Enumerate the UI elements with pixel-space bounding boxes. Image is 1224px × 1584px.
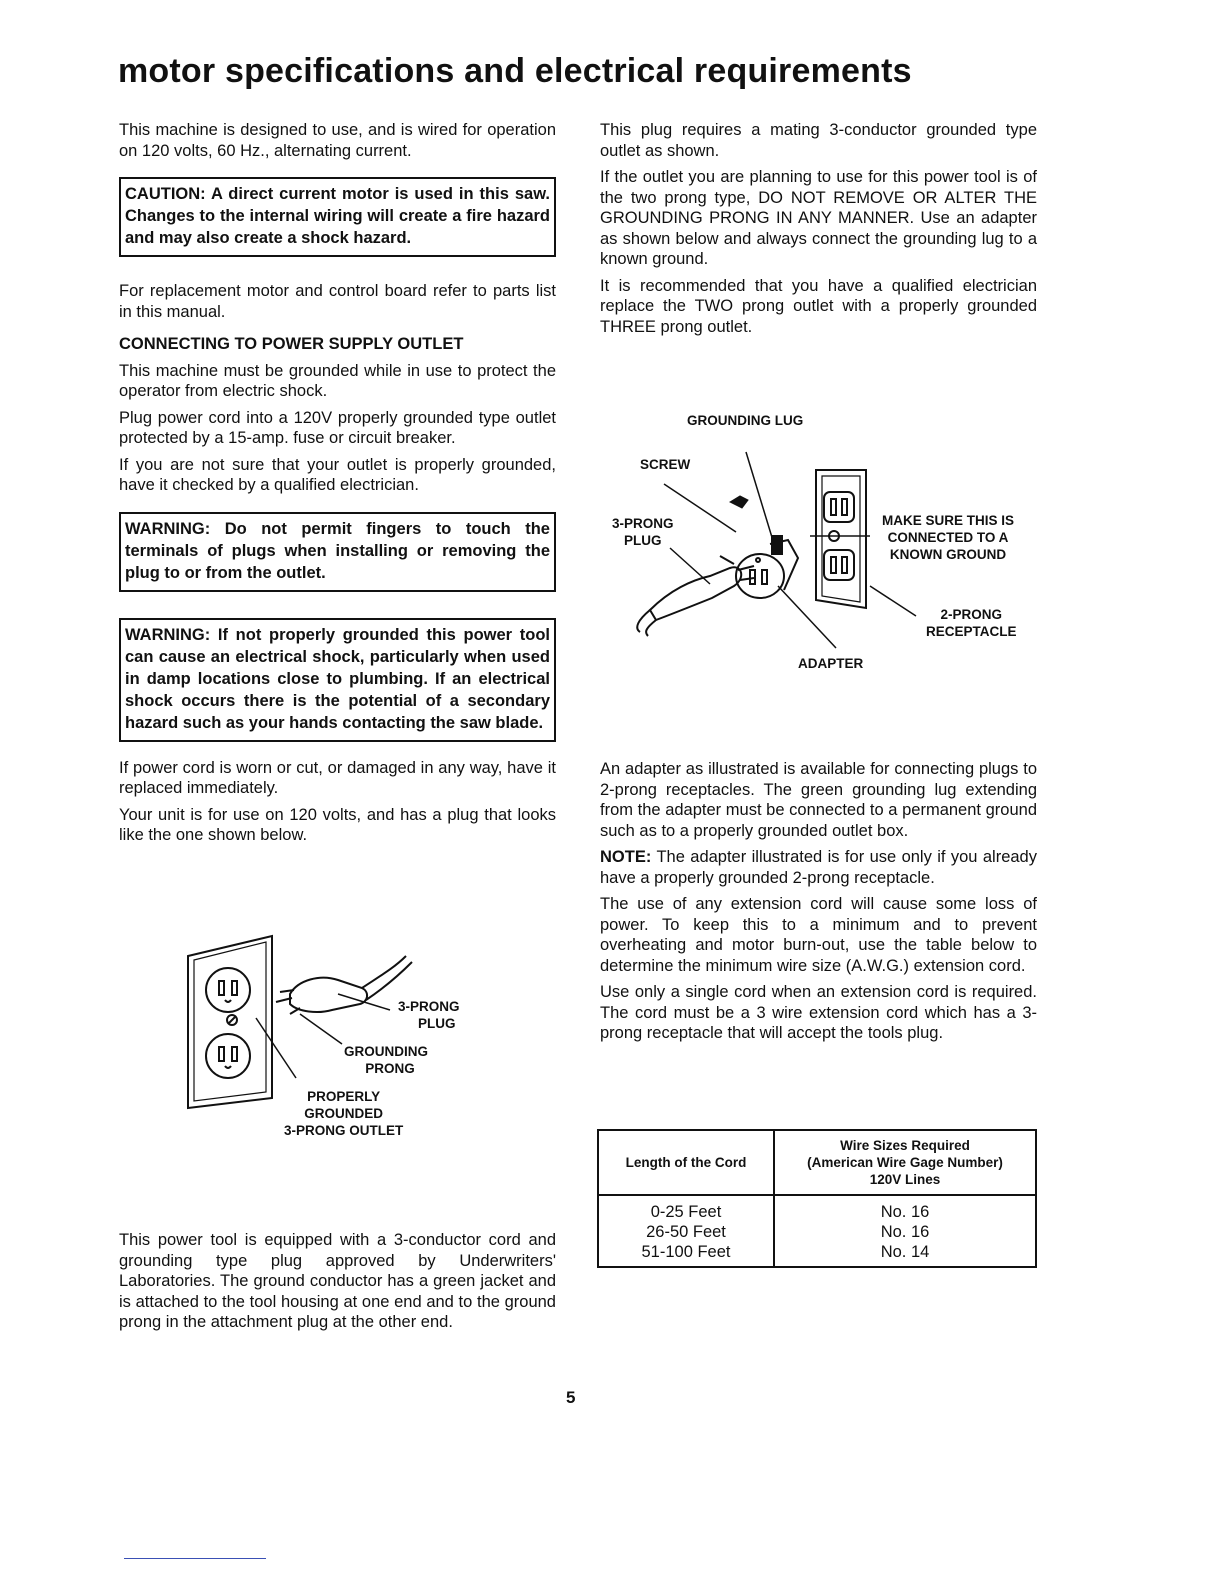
two-prong-paragraph: If the outlet you are planning to use for this power tool is of the two prong type, DO NOT REMOVE OR ALTER THE GROUNDING PRONG IN ANY MANNER. Use an adapter as shown below and always connect the grounding lug to a known ground. bbox=[600, 168, 1037, 268]
section-heading: CONNECTING TO POWER SUPPLY OUTLET bbox=[119, 335, 464, 353]
page-title: motor specifications and electrical requirements bbox=[118, 52, 912, 90]
right-column bbox=[600, 120, 1037, 343]
row-size: No. 14 bbox=[774, 1242, 1036, 1267]
note-text: The adapter illustrated is for use only if you already have a properly grounded 2-prong receptacle. bbox=[600, 848, 1037, 887]
plug-paragraph: Plug power cord into a 120V properly grounded type outlet protected by a 15-amp. fuse or circuit breaker. bbox=[119, 408, 556, 447]
footer-rule bbox=[124, 1558, 266, 1559]
table-row bbox=[598, 1195, 1036, 1222]
fig1-outlet-label: PROPERLY GROUNDED 3-PRONG OUTLET bbox=[284, 1089, 404, 1138]
right-column-lower bbox=[600, 759, 1037, 1050]
single-cord-paragraph: Use only a single cord when an extension cord is required. The cord must be a 3 wire extension cord which has a 3-prong receptacle that will accept the tools plug. bbox=[600, 983, 1037, 1042]
grounded-paragraph: This machine must be grounded while in use to protect the operator from electric shock. bbox=[119, 361, 556, 400]
header-length: Length of the Cord bbox=[598, 1130, 774, 1195]
cord-description-paragraph: This power tool is equipped with a 3-conductor cord and grounding type plug approved by Underwriters' Laboratories. The ground conductor has a green jacket and is attached to the tool housing at one end and to the ground prong in the attachment plug at the other end. bbox=[119, 1231, 556, 1331]
fig2-grounding-lug-label: GROUNDING LUG bbox=[687, 413, 804, 428]
row-length: 0-25 Feet bbox=[598, 1195, 774, 1222]
row-size: No. 16 bbox=[774, 1195, 1036, 1222]
extension-loss-paragraph: The use of any extension cord will cause some loss of power. To keep this to a minimum and to prevent overheating and motor burn-out, use the table below to determine the minimum wire size (A.W.G.) extension cord. bbox=[600, 895, 1037, 975]
row-length: 26-50 Feet bbox=[598, 1222, 774, 1242]
row-length: 51-100 Feet bbox=[598, 1242, 774, 1267]
header-wire-size: Wire Sizes Required (American Wire Gage Number) 120V Lines bbox=[774, 1130, 1036, 1195]
recommend-paragraph: It is recommended that you have a qualified electrician replace the TWO prong outlet with a properly grounded THREE prong outlet. bbox=[600, 276, 1037, 336]
fig2-screw-label: SCREW bbox=[640, 457, 691, 472]
fig2-receptacle-label: 2-PRONG RECEPTACLE bbox=[926, 607, 1017, 639]
fig1-plug-label: 3-PRONG PLUG bbox=[398, 999, 460, 1031]
table-header-row bbox=[598, 1130, 1036, 1195]
mating-outlet-paragraph: This plug requires a mating 3-conductor grounded type outlet as shown. bbox=[600, 121, 1037, 160]
replacement-paragraph: For replacement motor and control board refer to parts list in this manual. bbox=[119, 282, 556, 321]
voltage-paragraph: This machine is designed to use, and is wired for operation on 120 volts, 60 Hz., alternating current. bbox=[119, 121, 556, 160]
table-row bbox=[598, 1222, 1036, 1242]
adapter-paragraph: An adapter as illustrated is available for connecting plugs to 2-prong receptacles. The green grounding lug extending from the adapter must be connected to a permanent ground such as to a properly grounded outlet box. bbox=[600, 760, 1037, 840]
left-column bbox=[119, 120, 556, 852]
fig2-known-ground-label: MAKE SURE THIS IS CONNECTED TO A KNOWN GROUND bbox=[882, 513, 1015, 562]
fig2-plug-label: 3-PRONG PLUG bbox=[612, 516, 674, 548]
warning-terminals-box: WARNING: Do not permit fingers to touch the terminals of plugs when installing or removing the plug to or from the outlet. bbox=[119, 512, 556, 592]
page-number: 5 bbox=[566, 1388, 576, 1407]
note-paragraph bbox=[600, 847, 1037, 888]
table-row bbox=[598, 1242, 1036, 1267]
caution-box: CAUTION: A direct current motor is used in this saw. Changes to the internal wiring will create a fire hazard and may also create a shock hazard. bbox=[119, 177, 556, 257]
warning-grounding-box: WARNING: If not properly grounded this power tool can cause an electrical shock, particularly when used in damp locations close to plumbing. If an electrical shock occurs there is the potential of a secondary hazard such as your hands contacting the saw blade. bbox=[119, 618, 556, 742]
electrician-paragraph: If you are not sure that your outlet is properly grounded, have it checked by a qualified electrician. bbox=[119, 455, 556, 494]
fig1-prong-label: GROUNDING PRONG bbox=[344, 1044, 428, 1076]
cord-damage-paragraph: If power cord is worn or cut, or damaged in any way, have it replaced immediately. bbox=[119, 758, 556, 797]
fig2-adapter-label: ADAPTER bbox=[798, 656, 864, 671]
wire-size-table bbox=[597, 1129, 1037, 1268]
unit-plug-paragraph: Your unit is for use on 120 volts, and has a plug that looks like the one shown below. bbox=[119, 805, 556, 844]
note-label: NOTE: bbox=[600, 848, 652, 866]
row-size: No. 16 bbox=[774, 1222, 1036, 1242]
